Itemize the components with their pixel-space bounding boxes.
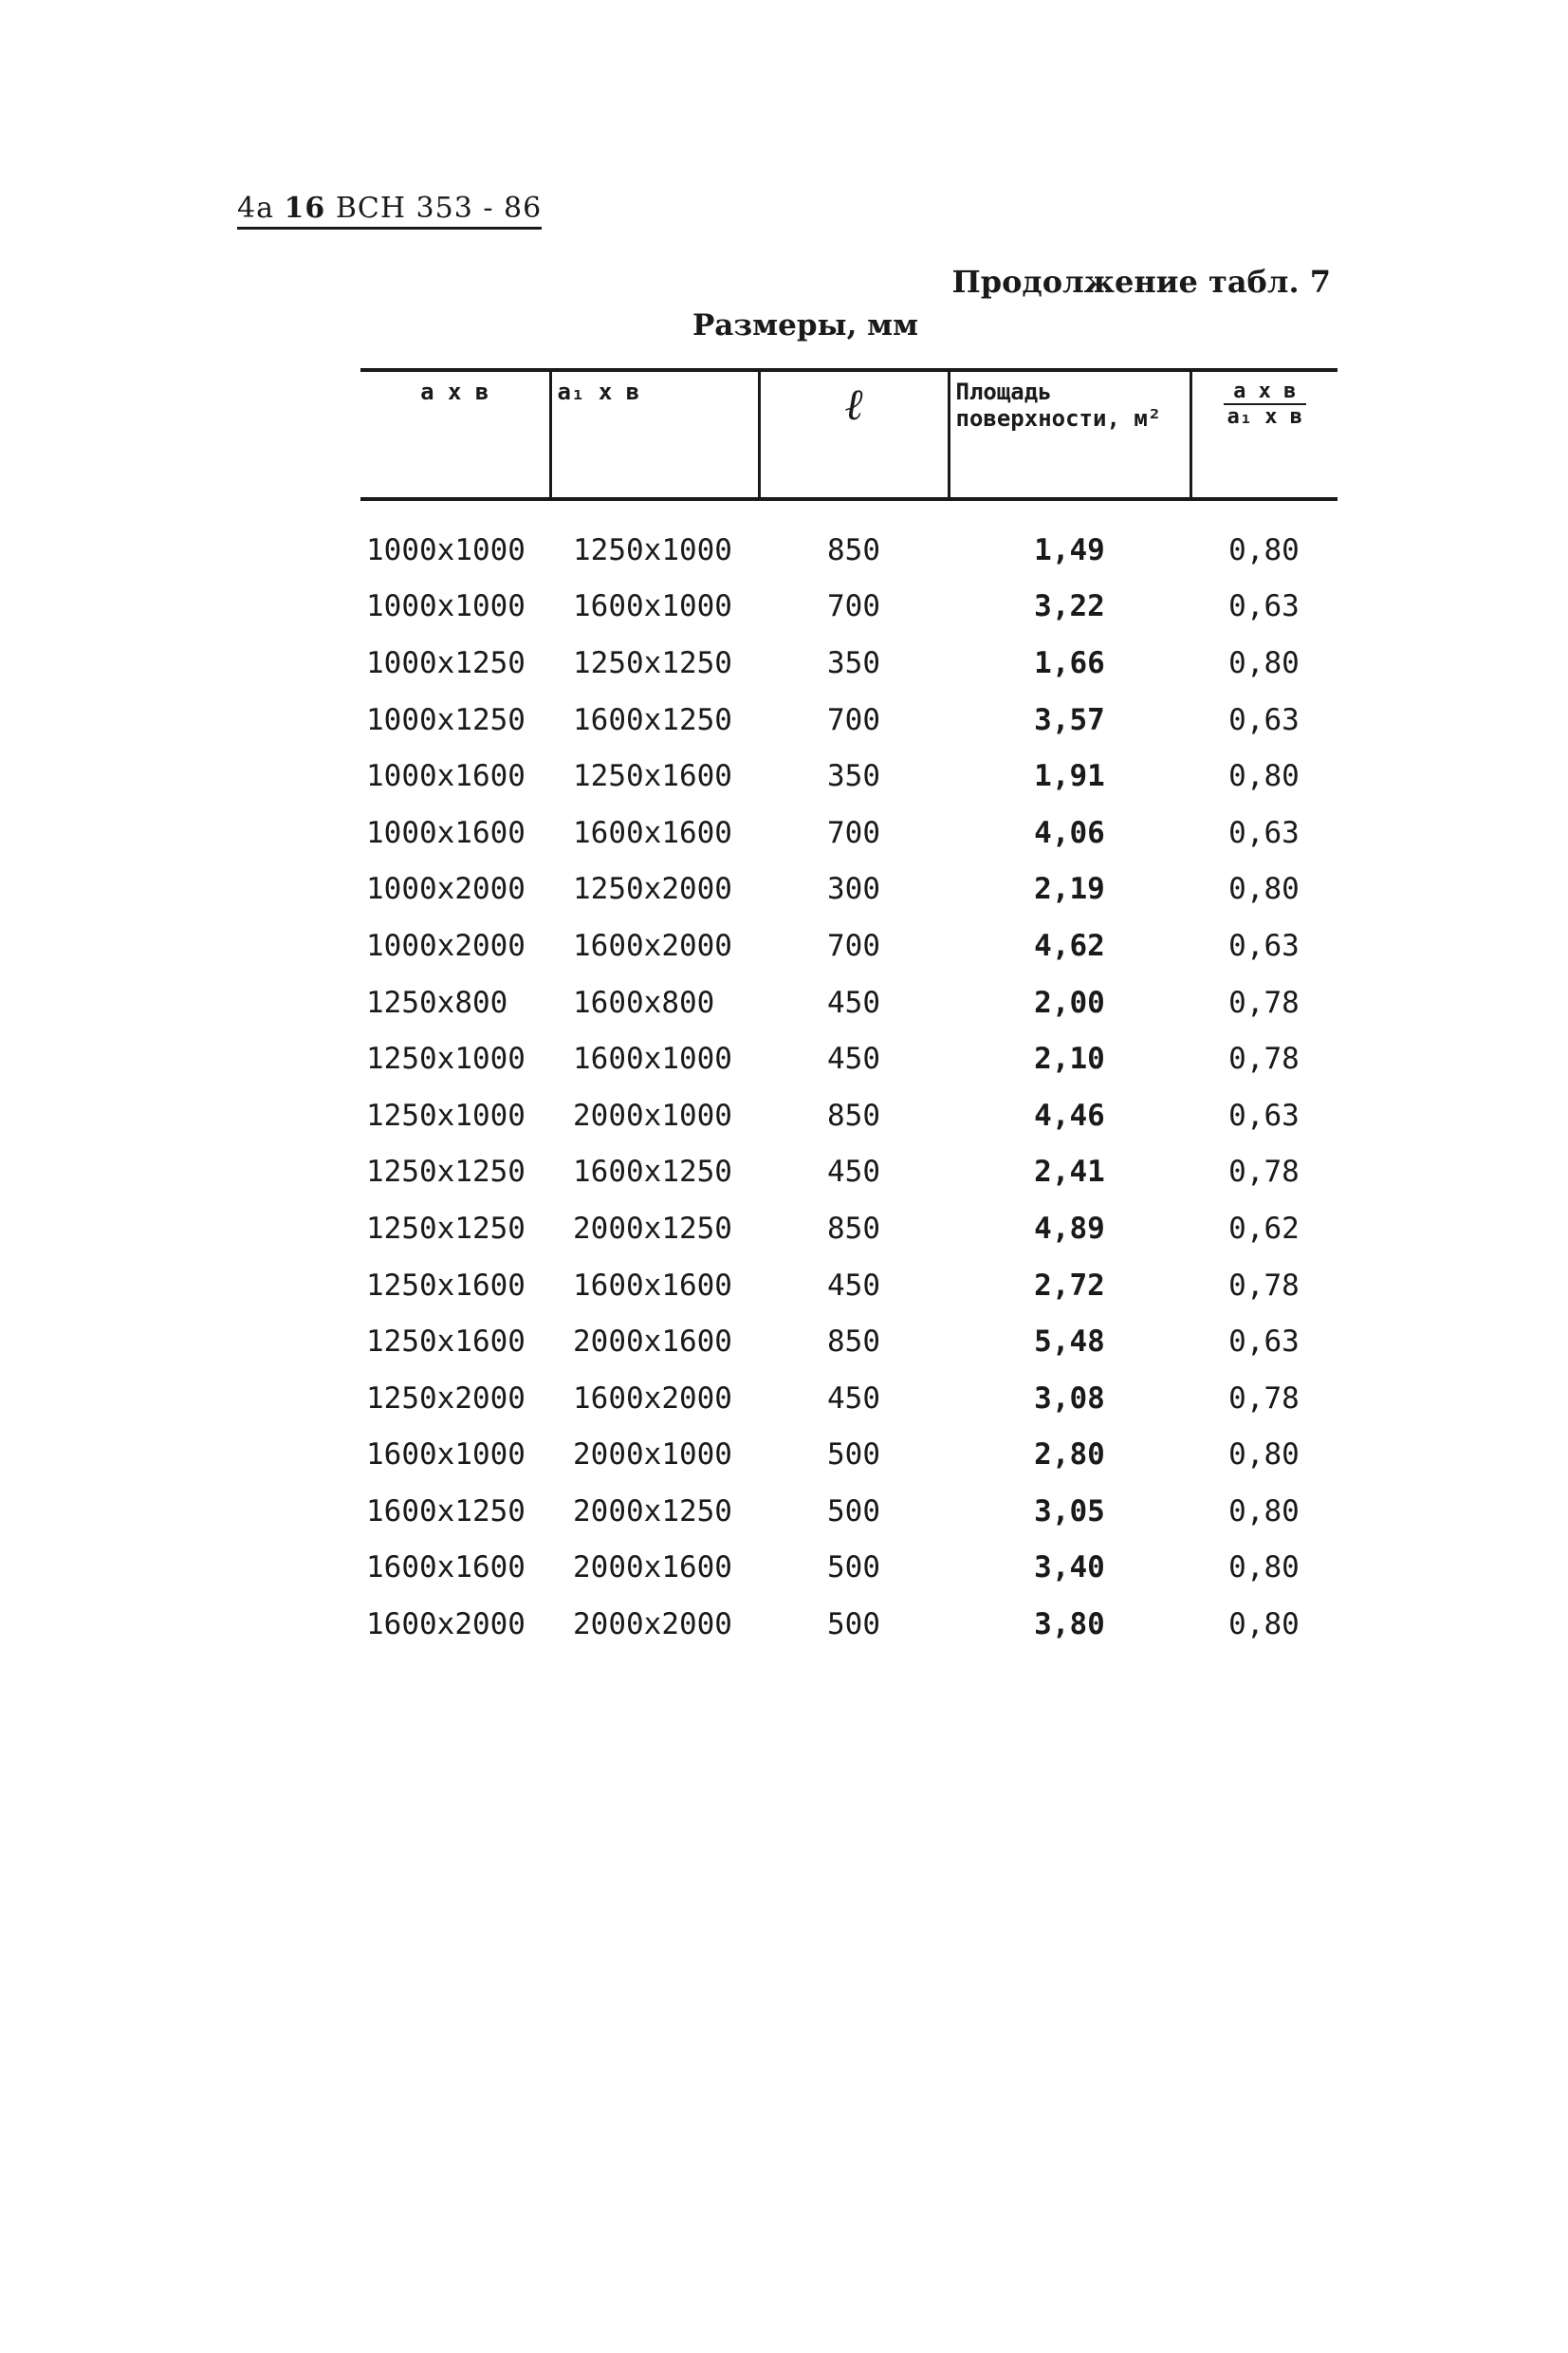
cell-ratio: 0,63 <box>1228 1325 1300 1360</box>
cell-surface-area: 2,10 <box>1034 1042 1105 1077</box>
cell-surface-area: 4,62 <box>1034 928 1105 963</box>
cell-length: 850 <box>827 1211 880 1246</box>
cell-a-x-b: 1000x2000 <box>366 928 526 963</box>
table-row <box>360 862 1337 918</box>
cell-length: 450 <box>827 1380 880 1416</box>
cell-a-x-b: 1000x1000 <box>366 589 526 624</box>
cell-a-x-b: 1250x1600 <box>366 1325 526 1360</box>
cell-surface-area: 1,66 <box>1034 645 1105 680</box>
cell-surface-area: 3,22 <box>1034 589 1105 624</box>
cell-a-x-b: 1600x1250 <box>366 1493 526 1529</box>
table-row <box>360 974 1337 1031</box>
cell-ratio: 0,78 <box>1228 1268 1300 1303</box>
cell-ratio: 0,80 <box>1228 1437 1300 1473</box>
cell-a-x-b: 1000x1250 <box>366 645 526 680</box>
table-row <box>360 917 1337 974</box>
cell-a1-x-b: 2000x1000 <box>573 1437 732 1473</box>
cell-a1-x-b: 2000x1600 <box>573 1550 732 1585</box>
cell-a1-x-b: 2000x1250 <box>573 1493 732 1529</box>
cell-a-x-b: 1000x2000 <box>366 872 526 907</box>
table-row <box>360 1540 1337 1597</box>
cell-surface-area: 4,46 <box>1034 1098 1105 1133</box>
ratio-fraction <box>1224 380 1306 430</box>
cell-surface-area: 2,41 <box>1034 1155 1105 1190</box>
cell-surface-area: 3,40 <box>1034 1550 1105 1585</box>
cell-a-x-b: 1250x2000 <box>366 1380 526 1416</box>
cell-length: 850 <box>827 532 880 567</box>
header-a1-x-b: а₁ х в <box>550 370 759 499</box>
cell-length: 500 <box>827 1550 880 1585</box>
cell-a1-x-b: 1250x1600 <box>573 759 732 794</box>
table-row <box>360 499 1337 579</box>
table-row <box>360 1313 1337 1370</box>
cell-a-x-b: 1250x1000 <box>366 1042 526 1077</box>
table-continuation-label: Продолжение табл. 7 <box>951 264 1331 300</box>
cell-a1-x-b: 1600x1000 <box>573 589 732 624</box>
cell-surface-area: 5,48 <box>1034 1325 1105 1360</box>
cell-surface-area: 2,80 <box>1034 1437 1105 1473</box>
cell-ratio: 0,80 <box>1228 872 1300 907</box>
cell-ratio: 0,78 <box>1228 1042 1300 1077</box>
cell-ratio: 0,63 <box>1228 589 1300 624</box>
cell-ratio: 0,80 <box>1228 532 1300 567</box>
table-row <box>360 1370 1337 1427</box>
cell-a-x-b: 1250x1000 <box>366 1098 526 1133</box>
cell-a-x-b: 1000x1000 <box>366 532 526 567</box>
table-row <box>360 1427 1337 1484</box>
table-row <box>360 748 1337 805</box>
cell-length: 350 <box>827 759 880 794</box>
cell-a-x-b: 1000x1600 <box>366 759 526 794</box>
cell-length: 500 <box>827 1437 880 1473</box>
cell-ratio: 0,63 <box>1228 928 1300 963</box>
cell-a1-x-b: 2000x1000 <box>573 1098 732 1133</box>
cell-a-x-b: 1600x2000 <box>366 1607 526 1642</box>
page-number: 16 <box>284 192 326 225</box>
cell-ratio: 0,78 <box>1228 1380 1300 1416</box>
cell-a1-x-b: 2000x2000 <box>573 1607 732 1642</box>
cell-ratio: 0,63 <box>1228 702 1300 737</box>
cell-a1-x-b: 1600x800 <box>573 985 715 1020</box>
cell-surface-area: 4,06 <box>1034 815 1105 850</box>
table-row <box>360 1144 1337 1201</box>
cell-length: 700 <box>827 815 880 850</box>
cell-a-x-b: 1250x1250 <box>366 1211 526 1246</box>
cell-surface-area: 2,19 <box>1034 872 1105 907</box>
cell-ratio: 0,80 <box>1228 1493 1300 1529</box>
cell-length: 700 <box>827 702 880 737</box>
cell-a-x-b: 1600x1600 <box>366 1550 526 1585</box>
cell-ratio: 0,63 <box>1228 1098 1300 1133</box>
cell-a1-x-b: 1600x1600 <box>573 1268 732 1303</box>
cell-a1-x-b: 1600x1250 <box>573 1155 732 1190</box>
cell-ratio: 0,80 <box>1228 1550 1300 1585</box>
dimensions-table <box>360 368 1337 1653</box>
cell-a1-x-b: 1250x1250 <box>573 645 732 680</box>
cell-length: 300 <box>827 872 880 907</box>
table-row <box>360 1483 1337 1540</box>
header-a-x-b: а х в <box>360 370 550 499</box>
ratio-numerator: а х в <box>1224 380 1306 405</box>
table-row <box>360 692 1337 749</box>
cell-length: 350 <box>827 645 880 680</box>
table-row <box>360 1200 1337 1257</box>
header-surface-area: Площадь поверхности, м² <box>949 370 1190 499</box>
cell-length: 450 <box>827 1268 880 1303</box>
cell-surface-area: 1,91 <box>1034 759 1105 794</box>
header-prefix: 4a <box>237 192 274 225</box>
cell-a-x-b: 1250x1600 <box>366 1268 526 1303</box>
cell-surface-area: 3,08 <box>1034 1380 1105 1416</box>
table-row <box>360 635 1337 692</box>
cell-a1-x-b: 1600x2000 <box>573 928 732 963</box>
cell-a1-x-b: 1600x1600 <box>573 815 732 850</box>
table-row <box>360 1087 1337 1144</box>
cell-surface-area: 3,05 <box>1034 1493 1105 1529</box>
table-body <box>360 499 1337 1653</box>
units-label: Размеры, мм <box>692 308 919 343</box>
header-ratio <box>1190 370 1337 499</box>
cell-length: 450 <box>827 1042 880 1077</box>
cell-length: 500 <box>827 1493 880 1529</box>
cell-length: 450 <box>827 985 880 1020</box>
length-symbol: ℓ <box>844 379 863 430</box>
cell-a-x-b: 1250x1250 <box>366 1155 526 1190</box>
cell-length: 500 <box>827 1607 880 1642</box>
cell-length: 850 <box>827 1098 880 1133</box>
cell-surface-area: 3,80 <box>1034 1607 1105 1642</box>
cell-length: 700 <box>827 928 880 963</box>
cell-a-x-b: 1600x1000 <box>366 1437 526 1473</box>
cell-a1-x-b: 1250x1000 <box>573 532 732 567</box>
table-row <box>360 805 1337 862</box>
cell-surface-area: 4,89 <box>1034 1211 1105 1246</box>
cell-surface-area: 3,57 <box>1034 702 1105 737</box>
cell-a1-x-b: 1250x2000 <box>573 872 732 907</box>
header-length <box>759 370 949 499</box>
table-row <box>360 1596 1337 1653</box>
cell-a-x-b: 1000x1250 <box>366 702 526 737</box>
cell-ratio: 0,62 <box>1228 1211 1300 1246</box>
cell-a1-x-b: 2000x1600 <box>573 1325 732 1360</box>
cell-a1-x-b: 1600x2000 <box>573 1380 732 1416</box>
cell-ratio: 0,78 <box>1228 985 1300 1020</box>
cell-surface-area: 1,49 <box>1034 532 1105 567</box>
cell-a1-x-b: 1600x1250 <box>573 702 732 737</box>
cell-ratio: 0,78 <box>1228 1155 1300 1190</box>
cell-ratio: 0,80 <box>1228 645 1300 680</box>
ratio-denominator: а₁ х в <box>1227 405 1302 430</box>
cell-a1-x-b: 2000x1250 <box>573 1211 732 1246</box>
table-row <box>360 1257 1337 1314</box>
table-header-row <box>360 370 1337 499</box>
cell-a1-x-b: 1600x1000 <box>573 1042 732 1077</box>
cell-length: 700 <box>827 589 880 624</box>
cell-length: 850 <box>827 1325 880 1360</box>
table-row <box>360 579 1337 636</box>
cell-surface-area: 2,00 <box>1034 985 1105 1020</box>
cell-ratio: 0,80 <box>1228 759 1300 794</box>
cell-ratio: 0,63 <box>1228 815 1300 850</box>
cell-length: 450 <box>827 1155 880 1190</box>
cell-a-x-b: 1000x1600 <box>366 815 526 850</box>
table-row <box>360 1030 1337 1087</box>
page-header <box>237 192 542 230</box>
cell-surface-area: 2,72 <box>1034 1268 1105 1303</box>
document-code: ВСН 353 - 86 <box>335 192 543 225</box>
cell-ratio: 0,80 <box>1228 1607 1300 1642</box>
cell-a-x-b: 1250x800 <box>366 985 508 1020</box>
